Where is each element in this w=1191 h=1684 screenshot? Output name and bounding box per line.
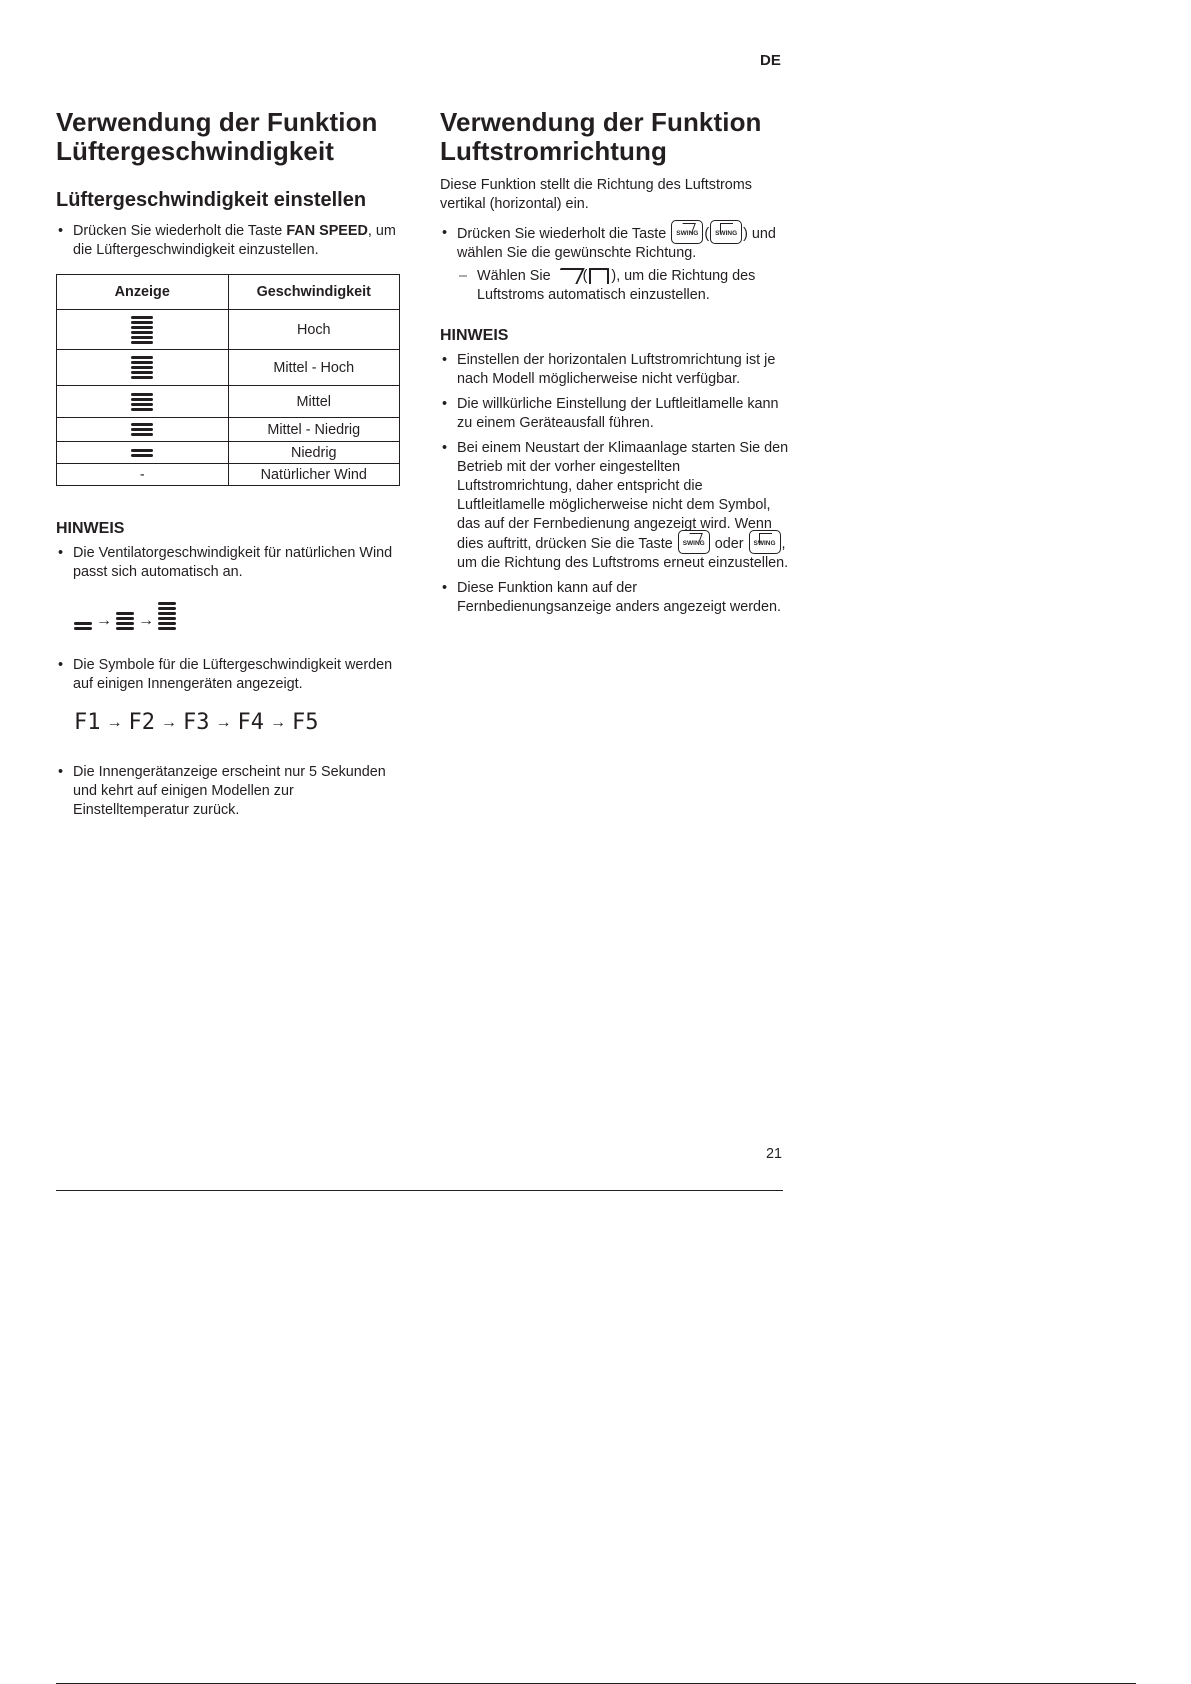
arrow: →	[138, 612, 154, 629]
fan-speed-key-label: FAN SPEED	[286, 223, 368, 239]
airflow-direction-section	[440, 108, 790, 623]
note-louver-failure: • Die willkürliche Einstellung der Luftleitlamelle kann zu einem Geräteausfall führen.	[440, 395, 790, 433]
airflow-title	[440, 108, 790, 166]
note-restart-direction: • Bei einem Neustart der Klimaanlage starten Sie den Betrieb mit der vorher eingestellten Luftstromrichtung, daher entspricht die Luftleitlamelle möglicherweise nicht dem Symbol, das auf der Fernbedienung angezeigt wird. Wenn dies auftritt, drücken Sie die Taste SWING oder SWING , um die Richtung des Luftstroms erneut einzustellen.	[440, 439, 790, 573]
arrow: →	[215, 713, 232, 731]
note-display-differs: • Diese Funktion kann auf der Fernbedienungsanzeige anders angezeigt werden.	[440, 579, 790, 617]
airflow-sub-auto: – Wählen Sie ( ), um die Richtung des Luftstroms automatisch einzustellen.	[457, 267, 790, 305]
swing-horizontal-button-icon: SWING	[749, 530, 781, 554]
page-number: 21	[766, 1146, 783, 1162]
table-row	[57, 464, 400, 486]
airflow-bullet: • Drücken Sie wiederholt die Taste SWING ( SWING ) und wählen Sie die gewünschte Richtung. – Wählen Sie ( ), um die Richtung des Luftstroms automatisch einzustellen.	[440, 224, 790, 305]
note-horizontal-availability: • Einstellen der horizontalen Luftstromrichtung ist je nach Modell möglicherweise nicht verfügbar.	[440, 351, 790, 389]
note-indoor-symbols: • Die Symbole für die Lüftergeschwindigkeit werden auf einigen Innengeräten angezeigt.	[56, 656, 401, 694]
natural-wind-bar-sequence	[74, 602, 401, 630]
airflow-sub-list	[457, 267, 790, 305]
note-title-left: HINWEIS	[56, 520, 125, 537]
fan-speed-notes-3	[56, 763, 401, 820]
fan-bars-icon	[131, 423, 153, 436]
arrow: →	[161, 713, 177, 731]
fan-speed-bullet: • Drücken Sie wiederholt die Taste FAN SPEED, um die Lüftergeschwindigkeit einzustellen.	[56, 222, 401, 260]
horizontal-swing-icon	[589, 268, 609, 284]
table-header-speed: Geschwindigkeit	[228, 275, 400, 310]
segment-f3: F3	[183, 710, 210, 735]
note-natural-wind: • Die Ventilatorgeschwindigkeit für natürlichen Wind passt sich automatisch an.	[56, 544, 401, 582]
fan-speed-display-cell	[57, 350, 229, 386]
table-row	[57, 442, 400, 464]
fan-speed-section	[56, 108, 401, 826]
fan-speed-label-cell: Mittel - Niedrig	[228, 418, 400, 442]
fan-speed-label-cell: Mittel - Hoch	[228, 350, 400, 386]
footer-rule	[56, 1190, 783, 1191]
fan-speed-display-cell	[57, 310, 229, 350]
arrow: →	[106, 713, 123, 731]
fan-speed-display-cell	[57, 442, 229, 464]
segment-f2: F2	[128, 710, 155, 735]
fan-speed-title-line2: Lüftergeschwindigkeit	[56, 136, 335, 166]
fan-speed-label-cell: Natürlicher Wind	[228, 464, 400, 486]
bars-icon-6	[158, 602, 176, 630]
fan-bars-icon	[131, 449, 153, 457]
fan-bars-icon	[131, 356, 153, 379]
airflow-instructions	[440, 224, 790, 305]
language-code: DE	[760, 52, 781, 69]
fan-speed-notes	[56, 544, 401, 582]
fan-speed-label-cell: Hoch	[228, 310, 400, 350]
airflow-notes	[440, 351, 790, 617]
fan-speed-display-cell	[57, 386, 229, 418]
fan-speed-notes-2	[56, 656, 401, 694]
airflow-title-line2: Luftstromrichtung	[440, 136, 668, 166]
segment-f1: F1	[74, 710, 101, 735]
fan-bars-icon	[131, 393, 153, 411]
swing-horizontal-button-icon: SWING	[710, 220, 742, 244]
fan-speed-display-cell	[57, 418, 229, 442]
table-row	[57, 418, 400, 442]
arrow: →	[270, 713, 286, 731]
arrow: →	[96, 612, 112, 629]
fan-speed-title	[56, 108, 401, 166]
table-row	[57, 310, 400, 350]
note-title-right: HINWEIS	[440, 327, 509, 344]
bars-icon-4	[116, 612, 134, 630]
fan-speed-label-cell: Niedrig	[228, 442, 400, 464]
table-header-display: Anzeige	[57, 275, 229, 310]
fan-speed-instructions	[56, 222, 401, 260]
table-row	[57, 350, 400, 386]
segment-f4: F4	[237, 710, 264, 735]
airflow-lead: Diese Funktion stellt die Richtung des Luftstroms vertikal (horizontal) ein.	[440, 177, 752, 212]
fan-speed-title-line1: Verwendung der Funktion	[56, 107, 378, 137]
note-indoor-display-timeout: • Die Innengerätanzeige erscheint nur 5 Sekunden und kehrt auf einigen Modellen zur Einstelltemperatur zurück.	[56, 763, 401, 820]
airflow-title-line1: Verwendung der Funktion	[440, 107, 762, 137]
fan-speed-label-cell: Mittel	[228, 386, 400, 418]
segment-display-sequence	[74, 710, 401, 735]
fan-bars-icon	[131, 316, 153, 344]
fan-speed-table-body	[57, 310, 400, 486]
swing-vertical-button-icon: SWING	[671, 220, 703, 244]
swing-vertical-button-icon: SWING	[678, 530, 710, 554]
fan-speed-subtitle: Lüftergeschwindigkeit einstellen	[56, 189, 367, 211]
vertical-swing-icon	[553, 268, 584, 284]
bars-icon-2	[74, 622, 92, 630]
table-row	[57, 386, 400, 418]
fan-speed-table	[56, 274, 400, 486]
segment-f5: F5	[292, 710, 319, 735]
fan-speed-display-cell: -	[57, 464, 229, 486]
